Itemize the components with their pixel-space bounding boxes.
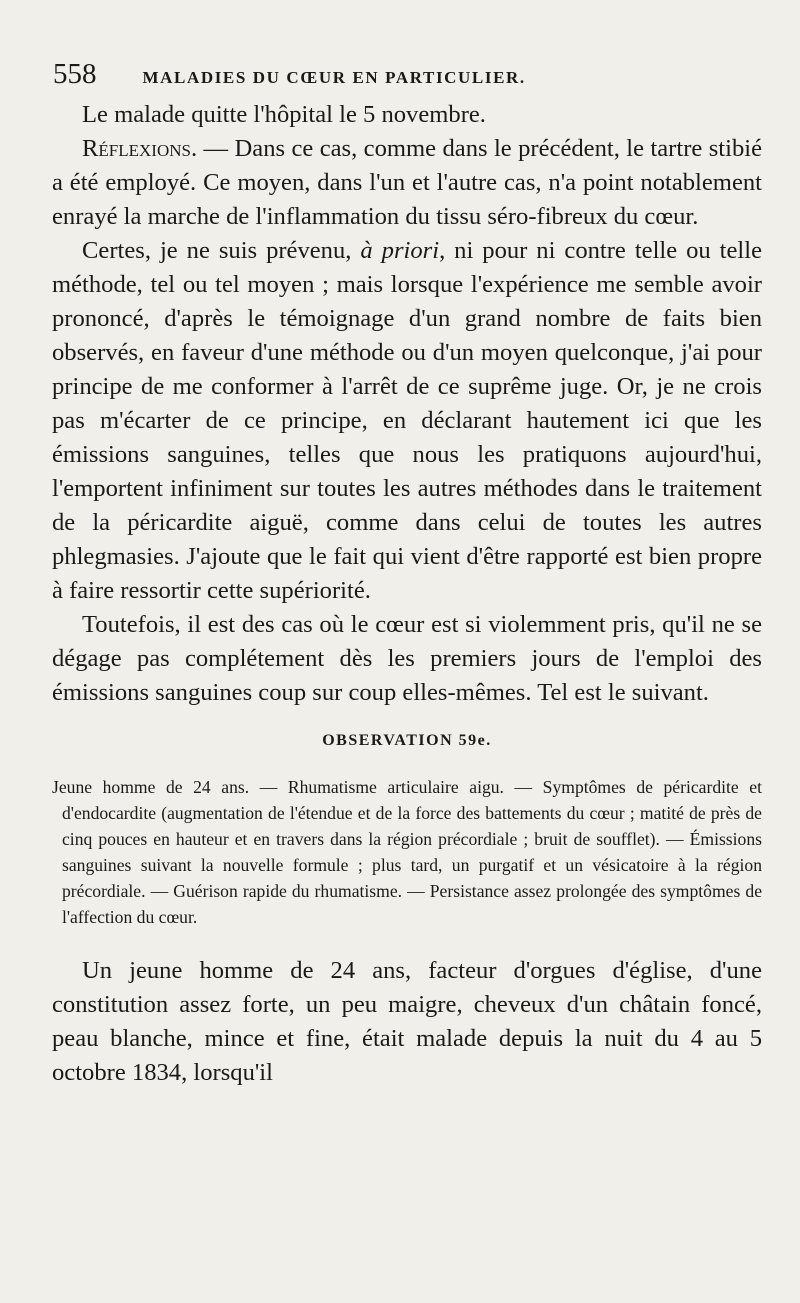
- page-number: 558: [53, 58, 97, 90]
- reflexions-label: Réflexions.: [82, 135, 198, 162]
- paragraph-discharge: Le malade quitte l'hôpital le 5 novembre.: [82, 101, 486, 128]
- reflexions-text: — Dans ce cas, comme dans le précédent, le tartre stibié a été employé. Ce moyen, dans l'un et l'autre cas, n'a point notablement enrayé la marche de l'inflammation du tissu séro-fibreux du cœur.: [52, 135, 762, 230]
- paragraph-certes: [52, 234, 762, 608]
- running-head: MALADIES DU CŒUR EN PARTICULIER.: [142, 68, 526, 87]
- body-text: [52, 98, 762, 1090]
- a-priori-italic: à priori: [360, 237, 440, 264]
- certes-text-a: Certes, je ne suis prévenu,: [82, 237, 361, 264]
- paragraph-reflexions: [52, 132, 762, 234]
- observation-summary: Jeune homme de 24 ans. — Rhumatisme articulaire aigu. — Symptômes de péricardite et d'endocardite (augmentation de l'étendue et de la force des battements du cœur ; matité de près de cinq pouces en hauteur et en travers dans la région précordiale ; bruit de soufflet). — Émissions sanguines suivant la nouvelle formule ; plus tard, un purgatif et un vésicatoire à la région précordiale. — Guérison rapide du rhumatisme. — Persistance assez prolongée des symptômes de l'affection du cœur.: [52, 777, 762, 927]
- certes-text-b: , ni pour ni contre telle ou telle méthode, tel ou tel moyen ; mais lorsque l'expérience me semble avoir prononcé, d'après le témoignage d'un grand nombre de faits bien observés, en faveur d'une méthode ou d'un moyen quelconque, j'ai pour principe de me conformer à l'arrêt de ce suprême juge. Or, je ne crois pas m'écarter de ce principe, en déclarant hautement ici que les émissions sanguines, telles que nous les pratiquons aujourd'hui, l'emportent infiniment sur toutes les autres méthodes dans le traitement de la péricardite aiguë, comme dans celui de toutes les autres phlegmasies. J'ajoute que le fait qui vient d'être rapporté est bien propre à faire ressortir cette supériorité.: [52, 237, 762, 604]
- observation-title: OBSERVATION 59e.: [322, 732, 492, 749]
- page-header: [53, 58, 763, 94]
- paragraph-toutefois: Toutefois, il est des cas où le cœur est si violemment pris, qu'il ne se dégage pas complétement dès les premiers jours de l'emploi des émissions sanguines coup sur coup elles-mêmes. Tel est le suivant.: [52, 611, 762, 706]
- paragraph-case: Un jeune homme de 24 ans, facteur d'orgues d'église, d'une constitution assez forte, un peu maigre, cheveux d'un châtain foncé, peau blanche, mince et fine, était malade depuis la nuit du 4 au 5 octobre 1834, lorsqu'il: [52, 957, 762, 1086]
